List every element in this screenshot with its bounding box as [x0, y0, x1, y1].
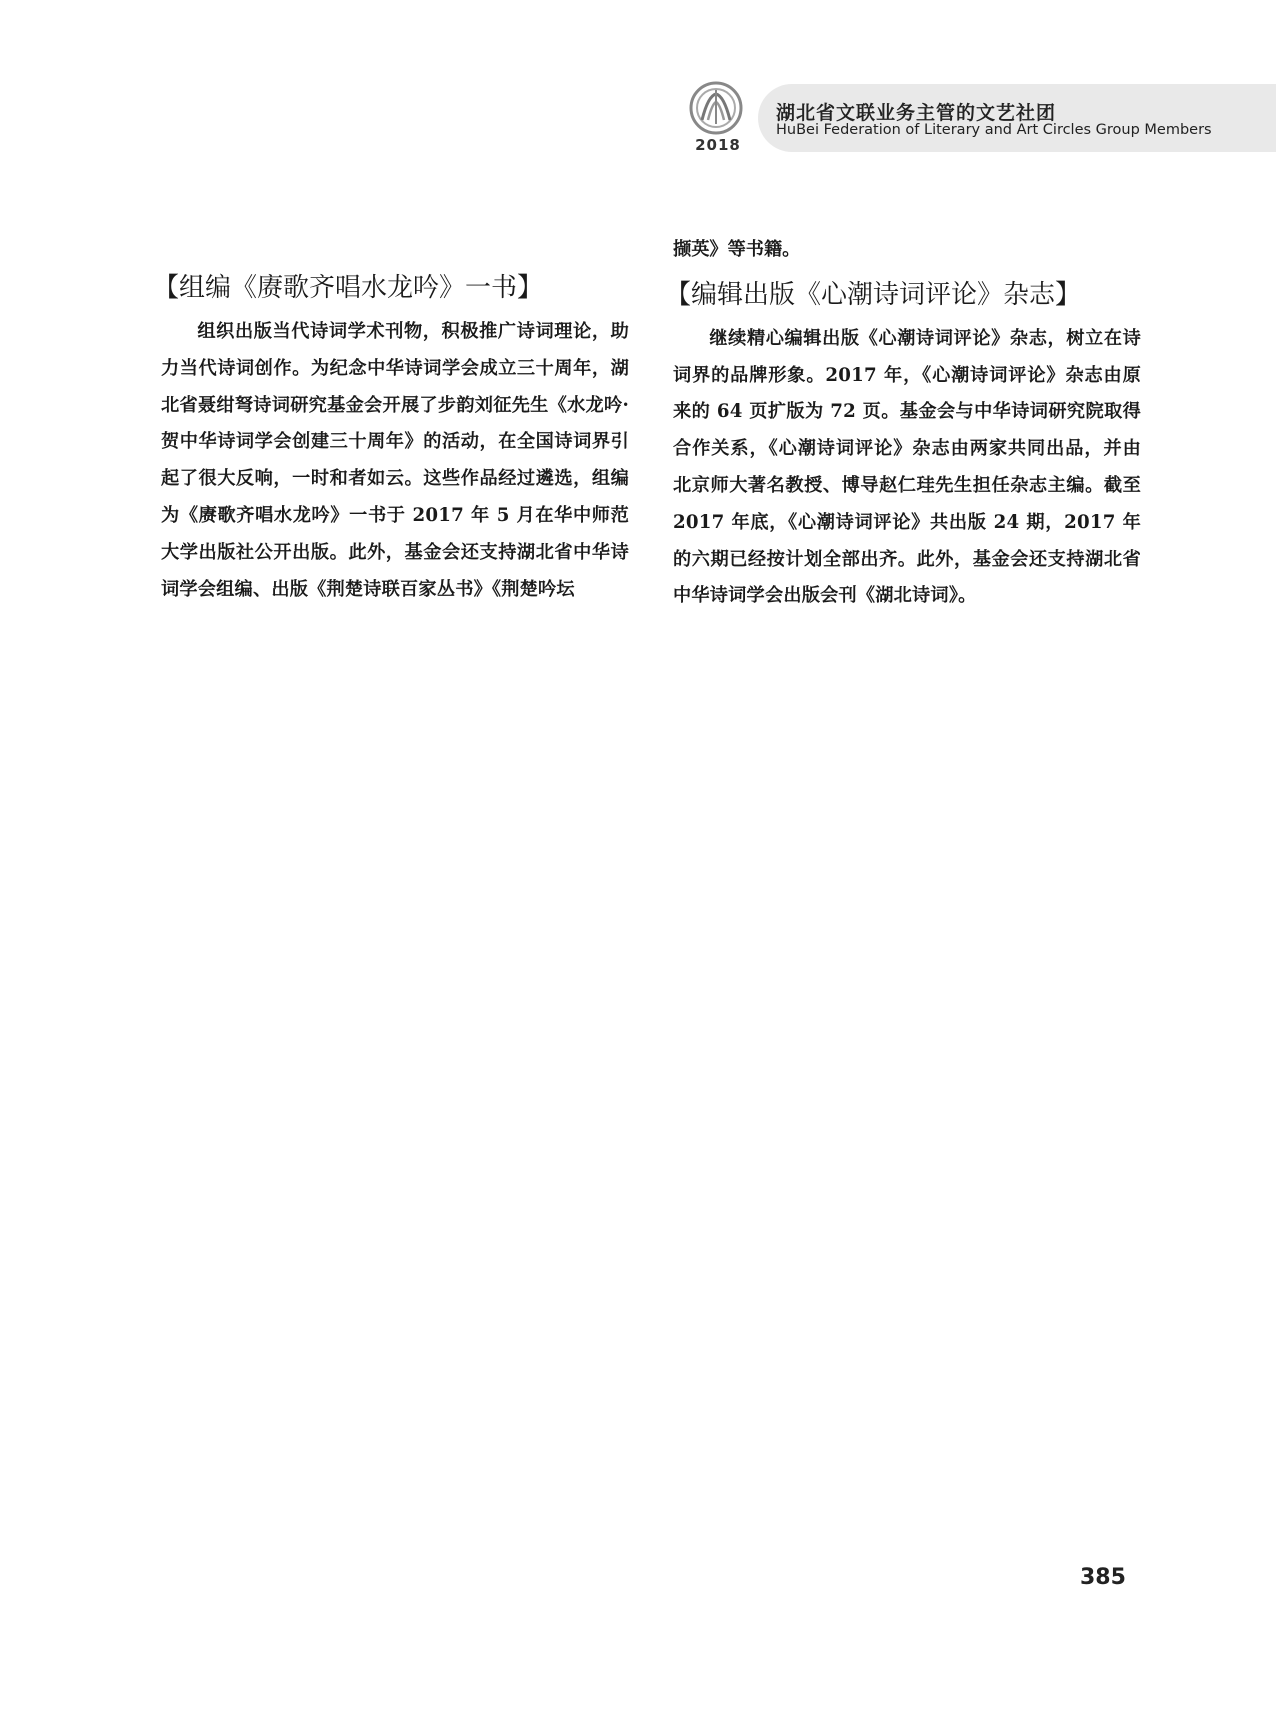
- federation-emblem-icon: [688, 80, 744, 136]
- header-subtitle: HuBei Federation of Literary and Art Circles Group Members: [776, 122, 1212, 138]
- left-column: [153, 270, 629, 608]
- right-column: [665, 232, 1141, 615]
- section-body-magazine: 继续精心编辑出版《心潮诗词评论》杂志，树立在诗词界的品牌形象。2017 年，《心潮诗词评论》杂志由原来的 64 页扩版为 72 页。基金会与中华诗词研究院取得合作关系，《心潮诗词评论》杂志由两家共同出品，并由北京师大著名教授、博导赵仁珪先生担任杂志主编。截至 2017 年底，《心潮诗词评论》共出版 24 期，2017 年的六期已经按计划全部出齐。此外，基金会还支持湖北省中华诗词学会出版会刊《湖北诗词》。: [673, 327, 1141, 607]
- page-number: 385: [1080, 1565, 1126, 1590]
- section-heading-anthology: 【组编《赓歌齐唱水龙吟》一书】: [153, 273, 544, 303]
- header-year: 2018: [695, 136, 741, 154]
- section-heading-magazine: 【编辑出版《心潮诗词评论》杂志】: [665, 279, 1082, 310]
- header-title: 湖北省文联业务主管的文艺社团: [776, 102, 1057, 124]
- section-body-anthology: 组织出版当代诗词学术刊物，积极推广诗词理论，助力当代诗词创作。为纪念中华诗词学会成立三十周年，湖北省聂绀弩诗词研究基金会开展了步韵刘征先生《水龙吟·贺中华诗词学会创建三十周年》的活动，在全国诗词界引起了很大反响，一时和者如云。这些作品经过遴选，组编为《赓歌齐唱水龙吟》一书于 2017 年 5 月在华中师范大学出版社公开出版。此外，基金会还支持湖北省中华诗词学会组编、出版《荆楚诗联百家丛书》《荆楚吟坛: [161, 321, 629, 600]
- continued-text: 撷英》等书籍。: [673, 239, 801, 260]
